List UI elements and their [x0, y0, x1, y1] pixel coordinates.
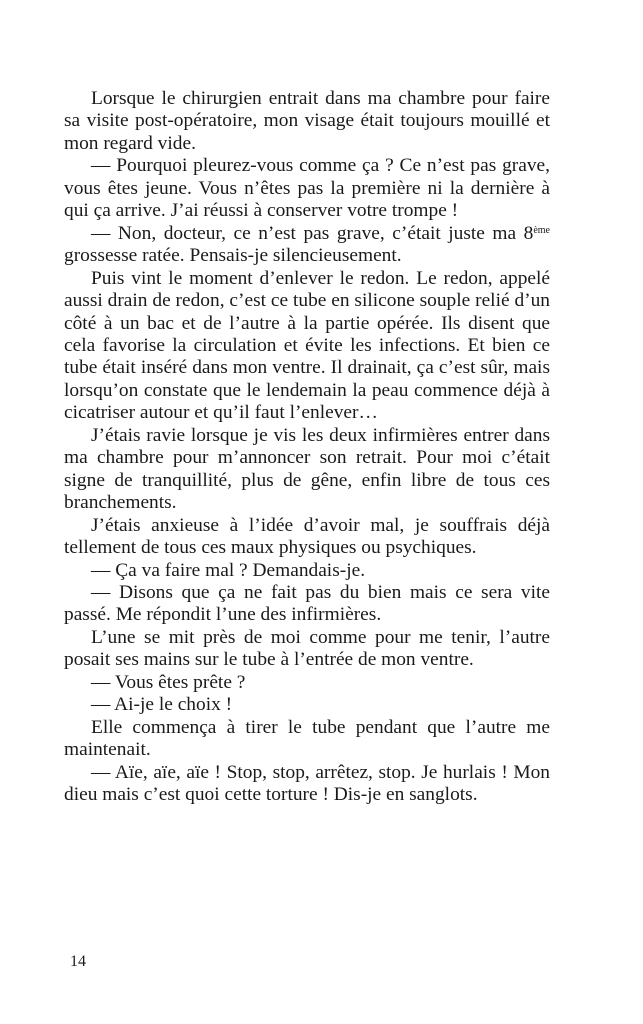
dialogue-line: — Ça va faire mal ? Demandais-je. [91, 559, 366, 581]
paragraph: L’une se mit près de moi comme pour me tenir, l’autre posait ses mains sur le tube à l’entrée de mon ventre. [64, 626, 550, 671]
dialogue-text-before: — Non, docteur, ce n’est pas grave, c’était juste ma 8 [91, 222, 534, 244]
dialogue-line: — Ai-je le choix ! [91, 694, 233, 716]
dialogue-line: — Vous êtes prête ? [91, 671, 246, 693]
paragraph: Elle commença à tirer le tube pendant que l’autre me maintenait. [64, 716, 550, 761]
paragraph: Puis vint le moment d’enlever le redon. Le redon, appelé aussi drain de redon, c’est ce tube en silicone souple relié d’un côté à un bac et de l’autre à la partie opérée. Ils disent que cela favorise la circulation et évite les infections. Et bien ce tube était inséré dans mon ventre. Il drainait, ça c’est sûr, mais lorsqu’on constate que le lendemain la peau commence déjà à cicatriser autour et qu’il faut l’enlever… [64, 267, 550, 424]
paragraph: Lorsque le chirurgien entrait dans ma chambre pour faire sa visite post-opératoire, mon visage était toujours mouillé et mon regard vide. [64, 88, 550, 154]
dialogue-text-after: grossesse ratée. Pensais-je silencieusement. [64, 245, 402, 267]
page-number: 14 [70, 953, 86, 970]
paragraph: J’étais ravie lorsque je vis les deux infirmières entrer dans ma chambre pour m’annoncer son retrait. Pour moi c’était signe de tranquillité, plus de gêne, enfin libre de tous ces branchements. [64, 424, 550, 514]
dialogue-line: — Aïe, aïe, aïe ! Stop, stop, arrêtez, stop. Je hurlais ! Mon dieu mais c’est quoi cette torture ! Dis-je en sanglots. [64, 761, 550, 806]
dialogue-line: — Disons que ça ne fait pas du bien mais ce sera vite passé. Me répondit l’une des infirmières. [64, 581, 550, 626]
ordinal-superscript: ème [533, 224, 550, 236]
dialogue-line [64, 223, 550, 268]
dialogue-line: — Pourquoi pleurez-vous comme ça ? Ce n’est pas grave, vous êtes jeune. Vous n’êtes pas la première ni la dernière à qui ça arrive. J’ai réussi à conserver votre trompe ! [64, 155, 550, 222]
page-body-text [64, 88, 550, 807]
paragraph: J’étais anxieuse à l’idée d’avoir mal, je souffrais déjà tellement de tous ces maux physiques ou psychiques. [64, 514, 550, 559]
